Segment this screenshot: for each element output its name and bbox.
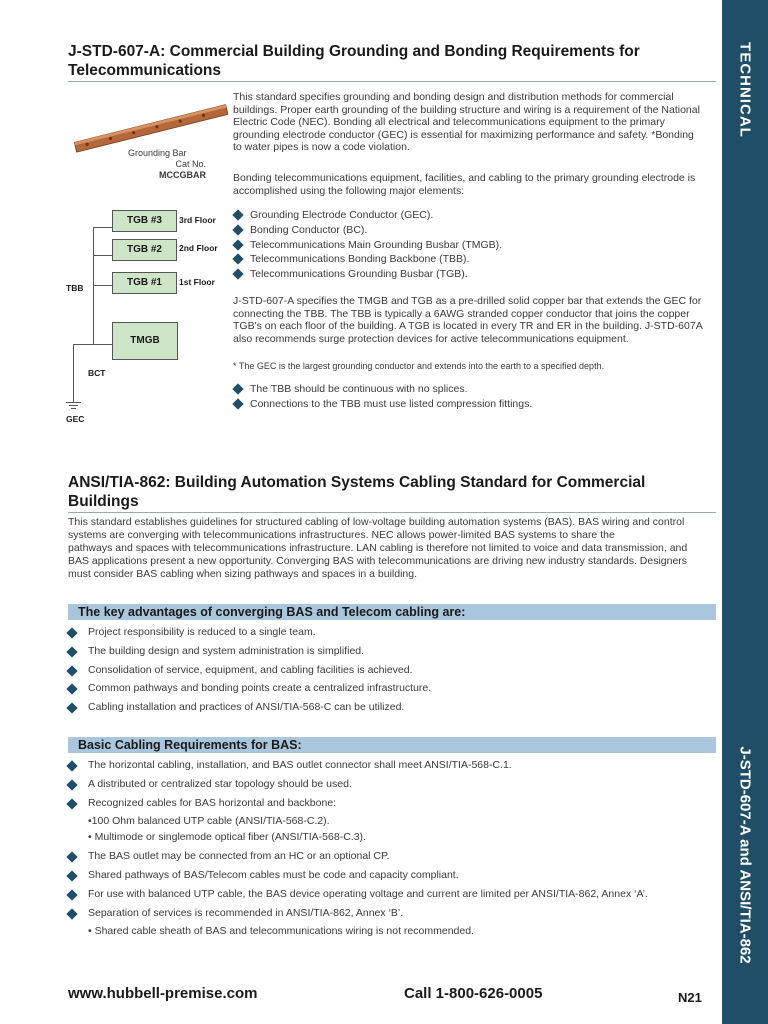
floor2-label: 2nd Floor [179,243,218,253]
diamond-bullet-icon [232,224,243,235]
bct-link [73,344,93,345]
list-item [66,759,716,778]
list-item [66,626,716,645]
list-item-text: Grounding Electrode Conductor (GEC). [250,209,434,221]
cat-prefix: Cat No. [175,159,206,169]
list-item-text: Cabling installation and practices of ANSI/TIA-568-C can be utilized. [88,701,405,713]
tbb-branch-2 [93,255,112,256]
floor3-label: 3rd Floor [179,215,216,225]
list-item-text: Consolidation of service, equipment, and cabling facilities is achieved. [88,663,413,676]
tbb-label: TBB [66,283,84,293]
list-item [66,850,716,869]
section1-intro: This standard specifies grounding and bonding design and distribution methods for commercial buildings. Proper earth grounding of the building structure and wiring is a requirement of the National Electric Code (NEC). Bonding all electrical and telecommunications equipment to the primary grounding electrode conductor (GEC) is essential for maximizing performance and safety. *Bonding to water pipes is now a code violation. [233,91,700,154]
side-tab-bottom [722,710,768,1000]
bar-caption-text: Grounding Bar [128,148,187,158]
diamond-bullet-icon [66,646,77,657]
diamond-bullet-icon [232,254,243,265]
list-item [233,267,705,282]
footer-website[interactable]: www.hubbell-premise.com [68,985,258,1002]
diamond-bullet-icon [66,870,77,881]
tgb3-box: TGB #3 [112,210,177,232]
diamond-bullet-icon [232,239,243,250]
list-item [233,397,705,412]
list-item [66,682,716,701]
page-number: N21 [678,990,702,1005]
footer-phone: Call 1-800-626-0005 [404,985,543,1002]
list-item [66,888,716,907]
list-item-text: For use with balanced UTP cable, the BAS device operating voltage and current are limited per ANSI/TIA-862, Annex ‘A’. [88,888,648,900]
req7-sub1: • Shared cable sheath of BAS and telecommunications wiring is not recommended. [88,925,474,937]
req3-sub2: • Multimode or singlemode optical fiber (ANSI/TIA-568-C.3). [88,831,366,843]
tbb-branch-3 [93,227,112,228]
diamond-bullet-icon [66,779,77,790]
section2-title: ANSI/TIA-862: Building Automation Systems Cabling Standard for Commercial Buildings [68,474,646,510]
list-item-text: Telecommunications Bonding Backbone (TBB). [250,253,470,266]
list-item [66,664,716,683]
diamond-bullet-icon [232,269,243,280]
side-label-technical: TECHNICAL [736,42,754,138]
list-item [233,252,705,267]
diamond-bullet-icon [66,908,77,919]
list-item-text: A distributed or centralized star topology should be used. [88,778,352,790]
tbb-branch-1 [93,285,112,286]
advantages-header: The key advantages of converging BAS and Telecom cabling are: [78,605,466,619]
section1-footnote: * The GEC is the largest grounding conductor and extends into the earth to a specified depth. [233,361,605,371]
ground-line-2 [69,405,78,406]
list-item [233,238,705,253]
section2-rule [68,512,716,513]
tbb-notes-list [233,382,705,412]
cat-number-line [128,159,206,181]
requirements-header-bar [68,737,716,753]
section1-para3: J-STD-607-A specifies the TMGB and TGB as a pre-drilled solid copper bar that extends the GEC for connecting the TBB. The TBB is typically a 6AWG stranded copper conductor that joins the copper TGB's on each floor of the building. A TGB is located in every TR and ER in the building. J-STD-607A also recommends surge protection devices for active telecommunications equipment. [233,295,703,345]
tmgb-box: TMGB [112,322,178,360]
list-item-text: Connections to the TBB must use listed compression fittings. [250,397,533,410]
diamond-bullet-icon [66,684,77,695]
grounding-bar-image [68,96,228,154]
intro-line: must consider BAS cabling when sizing pathways and spaces in a building. [68,567,418,580]
diamond-bullet-icon [66,627,77,638]
intro-line: This standard establishes guidelines for structured cabling of low-voltage building automation systems (BAS). BAS wiring and control [68,516,685,528]
ground-line-1 [66,402,81,403]
diamond-bullet-icon [66,889,77,900]
list-item [233,223,705,238]
intro-line: systems are converging with telecommunications infrastructures. NEC allows power-limited BAS systems to share the [68,528,615,541]
list-item-text: The building design and system administration is simplified. [88,644,365,657]
diamond-bullet-icon [66,798,77,809]
list-item-text: Project responsibility is reduced to a single team. [88,626,316,638]
list-item-text: Separation of services is recommended in ANSI/TIA-862, Annex ‘B’. [88,907,404,919]
list-item-text: Recognized cables for BAS horizontal and backbone: [88,797,337,809]
diamond-bullet-icon [66,665,77,676]
list-item-text: The horizontal cabling, installation, and BAS outlet connector shall meet ANSI/TIA-568-C.1. [88,759,512,771]
list-item [233,382,705,397]
section2-intro [68,516,718,581]
req3-sub1: •100 Ohm balanced UTP cable (ANSI/TIA-568-C.2). [88,815,330,827]
list-item-text: Common pathways and bonding points create a centralized infrastructure. [88,682,432,695]
diamond-bullet-icon [66,702,77,713]
side-tab [722,0,768,1024]
list-item [66,701,716,720]
tbb-branch-tmgb [93,344,112,345]
floor1-label: 1st Floor [179,277,215,287]
gec-label: GEC [66,414,85,424]
list-item-text: The BAS outlet may be connected from an HC or an optional CP. [88,850,390,862]
diamond-bullet-icon [66,760,77,771]
diamond-bullet-icon [66,851,77,862]
list-item [66,869,716,888]
list-item-text: Telecommunications Grounding Busbar (TGB). [250,268,468,281]
grounding-bar-caption [128,148,238,181]
diamond-bullet-icon [232,209,243,220]
tgb2-box: TGB #2 [112,239,177,261]
bct-label: BCT [88,368,106,378]
intro-line: pathways and spaces with telecommunications infrastructure. LAN cabling is therefore not limited to voice and data transmission, and [68,541,688,554]
list-item [66,645,716,664]
ground-line-3 [71,408,76,409]
list-item-text: Telecommunications Main Grounding Busbar (TMGB). [250,238,503,251]
diamond-bullet-icon [232,383,243,394]
side-tab-top [722,40,768,140]
list-item-text: The TBB should be continuous with no splices. [250,383,468,395]
cat-number: MCCGBAR [159,170,206,180]
advantages-list [66,626,716,720]
list-item [66,778,716,797]
requirements-header: Basic Cabling Requirements for BAS: [78,738,302,752]
list-item [233,208,705,223]
section1-para2: Bonding telecommunications equipment, facilities, and cabling to the primary grounding electrode is accomplished using the following major elements: [233,172,696,197]
tgb1-box: TGB #1 [112,272,177,294]
diamond-bullet-icon [232,398,243,409]
list-item-text: Shared pathways of BAS/Telecom cables must be code and capacity compliant. [88,869,459,881]
side-label-standards: J-STD-607-A and ANSI/TIA-862 [736,746,754,964]
elements-list [233,208,705,282]
section1-title: J-STD-607-A: Commercial Building Grounding and Bonding Requirements for Telecommunications [68,43,640,79]
list-item [66,907,716,926]
advantages-header-bar [68,604,716,620]
intro-line: BAS applications present a new opportunity. Converging BAS with telecommunications are driving new industry standards. Designers [68,554,688,567]
section1-rule [68,81,716,82]
bct-line [73,344,74,402]
list-item-text: Bonding Conductor (BC). [250,223,368,236]
